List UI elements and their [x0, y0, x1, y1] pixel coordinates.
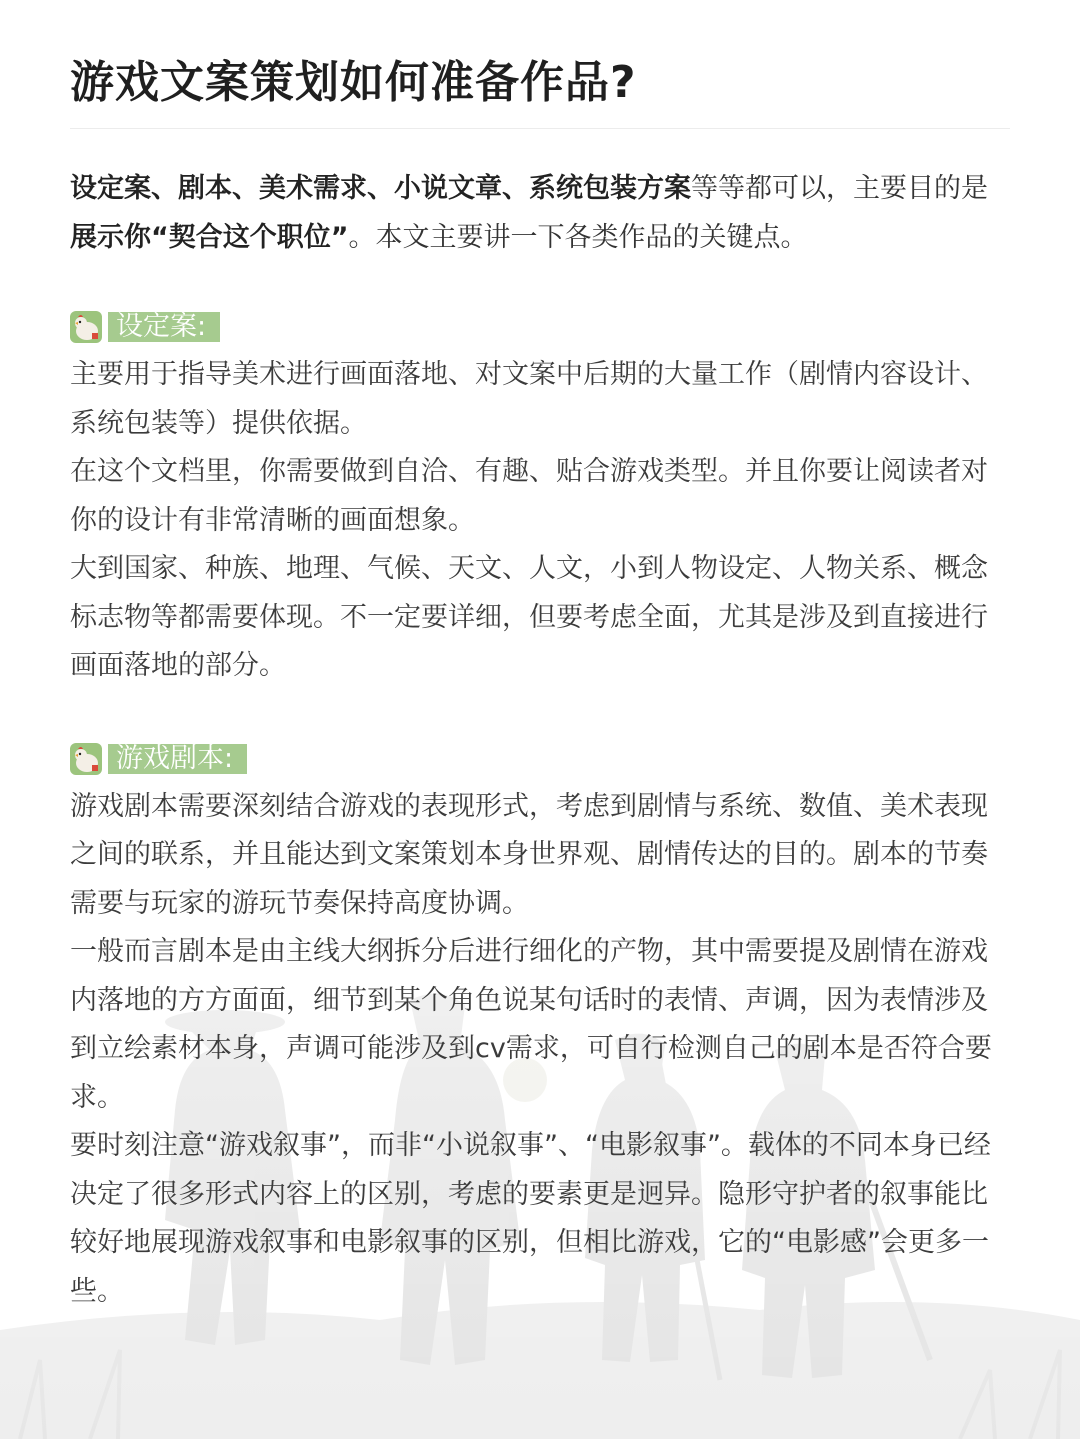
intro-bold-tail: 展示你“契合这个职位”	[70, 221, 349, 253]
intro-bold-lead: 设定案、剧本、美术需求、小说文章、系统包装方案	[70, 173, 691, 204]
section-label: 设定案:	[108, 312, 220, 342]
section-body	[70, 351, 1010, 691]
paragraph: 一般而言剧本是由主线大纲拆分后进行细化的产物，其中需要提及剧情在游戏内落地的方方面面，细节到某个角色说某句话时的表情、声调，因为表情涉及到立绘素材本身，声调可能涉及到cv需求，可自行检测自己的剧本是否符合要求。	[70, 936, 992, 1113]
paragraph: 大到国家、种族、地理、气候、天文、人文，小到人物设定、人物关系、概念标志物等都需要体现。不一定要详细，但要考虑全面，尤其是涉及到直接进行画面落地的部分。	[70, 553, 988, 681]
paragraph: 游戏剧本需要深刻结合游戏的表现形式，考虑到剧情与系统、数值、美术表现之间的联系，并且能达到文案策划本身世界观、剧情传达的目的。剧本的节奏需要与玩家的游玩节奏保持高度协调。	[70, 790, 988, 919]
intro-paragraph	[70, 165, 1010, 262]
section-script	[70, 741, 1010, 1317]
section-body	[70, 783, 1010, 1317]
section-label: 游戏剧本:	[108, 744, 247, 774]
section-setting	[70, 309, 1010, 691]
intro-mid: 等等都可以，主要目的是	[691, 173, 988, 204]
intro-end: 。本文主要讲一下各类作品的关键点。	[348, 221, 808, 253]
rooster-sticker-icon	[70, 743, 102, 775]
section-header	[70, 741, 1010, 777]
section-header	[70, 309, 1010, 345]
paragraph: 要时刻注意“游戏叙事”，而非“小说叙事”、“电影叙事”。载体的不同本身已经决定了很多形式内容上的区别，考虑的要素更是迥异。隐形守护者的叙事能比较好地展现游戏叙事和电影叙事的区别，但相比游戏，它的“电影感”会更多一些。	[70, 1130, 991, 1307]
rooster-sticker-icon	[70, 311, 102, 343]
paragraph: 在这个文档里，你需要做到自洽、有趣、贴合游戏类型。并且你要让阅读者对你的设计有非常清晰的画面想象。	[70, 456, 988, 536]
title-divider	[70, 128, 1010, 129]
page-title: 游戏文案策划如何准备作品?	[70, 57, 637, 108]
paragraph: 主要用于指导美术进行画面落地、对文案中后期的大量工作（剧情内容设计、系统包装等）提供依据。	[70, 359, 988, 439]
